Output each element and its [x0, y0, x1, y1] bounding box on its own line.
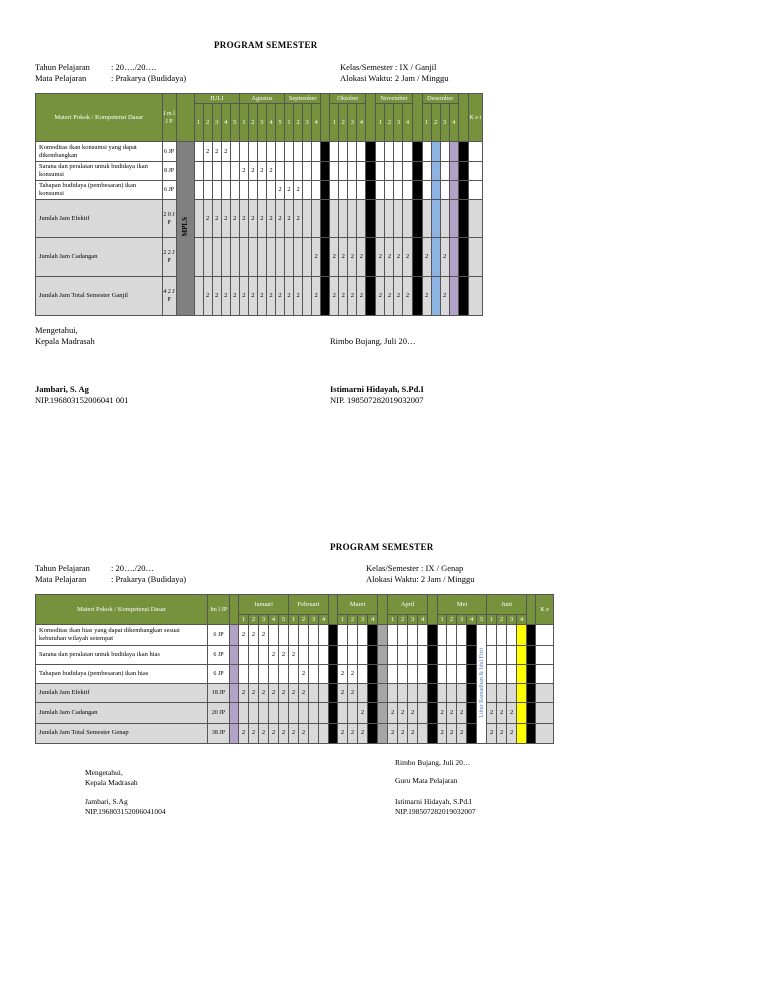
table-row: Komoditas ikan konsumsi yang dapat dikembangkan 6 JP MPLS 2 2 2	[36, 142, 483, 162]
table-row: Tahapan budidaya (pembesaran) ikan hias 6 JP 2 2 2	[36, 664, 554, 683]
tahun-value: : 20…./20….	[111, 62, 157, 72]
kepala-nip: NIP.196803152006041 001	[35, 395, 129, 405]
row-label: Sarana dan peralatan untuk budidaya ikan konsumsi	[36, 162, 163, 181]
row-jp: 6 JP	[208, 625, 230, 645]
table-row: Sarana dan peralatan untuk budidaya ikan konsumsi 8 JP 2 2 2 2	[36, 162, 483, 181]
row-label: Komoditas ikan konsumsi yang dapat dikembangkan	[36, 142, 163, 162]
month-juli: JULI	[194, 94, 239, 104]
header-ket: K e t	[468, 94, 482, 142]
row-jp: 20 JP	[208, 703, 230, 723]
mengetahui-label: Mengetahui,	[85, 768, 123, 777]
mengetahui-label: Mengetahui,	[35, 325, 78, 335]
mpls-column: MPLS	[176, 142, 194, 316]
kepala-title: Kepala Madrasah	[85, 778, 138, 787]
table-row: Jumlah Jam Efektif 18 JP 2 2 2 2 2 2 2 2 2	[36, 684, 554, 703]
row-jp: 38 JP	[208, 723, 230, 743]
alokasi-waktu: Alokasi Waktu: 2 Jam / Minggu	[366, 574, 475, 584]
table-row: Komoditas ikan hias yang dapat dikembangkan sesuai kebutuhan wilayah setempat 6 JP 2 2 2 Libur Ramadhan & Idul Fitri	[36, 625, 554, 645]
guru-name: Istimarni Hidayah, S.Pd.I	[395, 797, 472, 806]
row-jp: 6 JP	[208, 645, 230, 664]
row-label: Jumlah Jam Cadangan	[36, 703, 208, 723]
signature-kepala-genap	[85, 768, 138, 788]
month-november: November	[376, 94, 412, 104]
month-oktober: Oktober	[330, 94, 366, 104]
month-januari: Januari	[239, 595, 289, 615]
guru-identity-genap	[395, 797, 476, 817]
kelas-semester: Kelas/Semester : IX / Genap	[366, 563, 464, 573]
month-desember: Desember	[422, 94, 458, 104]
tahun-label: Tahun Pelajaran	[35, 563, 90, 573]
row-jp: 2 2 J P	[162, 238, 176, 277]
tahun-value: : 20…./20…	[111, 563, 154, 573]
mapel-value: : Prakarya (Budidaya)	[111, 73, 187, 83]
month-mei: Mei	[438, 595, 487, 615]
row-jp: 6 JP	[162, 142, 176, 162]
guru-nip: NIP.198507282019032007	[395, 807, 476, 816]
row-label: Tahapan budidaya (pembesaran) ikan hias	[36, 664, 208, 683]
signature-kepala-ganjil	[35, 325, 95, 347]
row-label: Jumlah Jam Efektif	[36, 200, 163, 238]
libur-column: Libur Ramadhan & Idul Fitri	[477, 625, 487, 744]
table-row: Jumlah Jam Efektif 2 0 J P 2 2 2 2 2 2 2 2 2 2 2	[36, 200, 483, 238]
header-info-left-ganjil	[35, 62, 186, 84]
program-semester-table-ganjil: Materi Pokok / Kompetensi Dasar J m l J P JULI Agustus September Oktober November Desember K e t 1 2 3 4 5 1 2 3 4 5 1 2 3 4 1 2 3 4 1 2 3 4 1 2 3 4 Komoditas ikan konsumsi yang dapat dikembangkan 6 JP MPLS 2 2 2 Sarana dan peralatan untuk budidaya ikan konsumsi 8 JP 2 2 2 2 Tahapan budidaya (pembesaran) ikan konsumsi 6 JP 2 2 2 Jumlah Jam Efektif 2 0 J P 2 2 2 2 2 2 2 2 2 2 2 Jumlah Jam Cadangan 2 2 J P 2 2 2 2 2 2 2 2 2 2 2 Jumlah Jam Total Semester Ganjil 4 2 J P 2 2 2 2 2 2 2 2 2 2 2 2 2 2 2 2 2 2 2 2 2 2	[35, 93, 483, 316]
row-jp: 6 JP	[208, 664, 230, 683]
kepala-identity-genap	[85, 797, 166, 817]
program-semester-table-genap: Materi Pokok / Kompetensi Dasar Jm l JP Januari Februari Maret April Mei Juni K e 1 2 3 4 5 1 2 3 4 1 2 3 4 1 2 3 4 1 2 3 4 5 1 2 3 4 Komoditas ikan hias yang dapat dikembangkan sesuai kebutuhan wilayah setempat 6 JP 2 2 2 Libur Ramadhan & Idul Fitri Sarana dan peralatan untuk budidaya ikan hias 6 JP 2 2 2 Tahapan budidaya (pembesaran) ikan hias 6 JP 2 2 2 Jumlah Jam Efektif 18 JP 2 2 2 2 2 2 2 2 2 Jumlah Jam Cadangan 20 JP 2 2 2 2 2 2 2 2 2 2 Jumlah Jam Total Semester Genap 38 JP 2 2 2 2 2 2 2 2 2 2 2 2 2 2 2 2 2 2 2	[35, 594, 554, 744]
kepala-name: Jambari, S. Ag	[35, 384, 89, 394]
signature-guru-genap	[395, 758, 470, 786]
row-label: Sarana dan peralatan untuk budidaya ikan hias	[36, 645, 208, 664]
table-row: Jumlah Jam Cadangan 2 2 J P 2 2 2 2 2 2 2 2 2 2 2	[36, 238, 483, 277]
header-jml-jp: J m l J P	[162, 94, 176, 142]
guru-identity-ganjil	[330, 384, 424, 406]
row-jp: 18 JP	[208, 684, 230, 703]
mapel-label: Mata Pelajaran	[35, 73, 87, 83]
row-jp: 8 JP	[162, 162, 176, 181]
kepala-name: Jambari, S.Ag	[85, 797, 128, 806]
row-label: Jumlah Jam Total Semester Genap	[36, 723, 208, 743]
row-label: Komoditas ikan hias yang dapat dikembangkan sesuai kebutuhan wilayah setempat	[36, 625, 208, 645]
month-juni: Juni	[487, 595, 527, 615]
row-jp: 2 0 J P	[162, 200, 176, 238]
row-label: Jumlah Jam Total Semester Ganjil	[36, 277, 163, 316]
table-row: Jumlah Jam Cadangan 20 JP 2 2 2 2 2 2 2 2 2 2	[36, 703, 554, 723]
table-row: Jumlah Jam Total Semester Genap 38 JP 2 2 2 2 2 2 2 2 2 2 2 2 2 2 2 2 2 2 2	[36, 723, 554, 743]
month-september: September	[285, 94, 321, 104]
header-materi: Materi Pokok / Kompetensi Dasar	[36, 595, 208, 625]
header-materi: Materi Pokok / Kompetensi Dasar	[36, 94, 163, 142]
page-title-genap: PROGRAM SEMESTER	[330, 542, 434, 552]
header-info-right-ganjil	[340, 62, 448, 84]
table-row: Sarana dan peralatan untuk budidaya ikan hias 6 JP 2 2 2	[36, 645, 554, 664]
row-jp: 4 2 J P	[162, 277, 176, 316]
header-info-left-genap	[35, 563, 186, 585]
place-date: Rimbo Bujang, Juli 20…	[395, 758, 471, 767]
mapel-value: : Prakarya (Budidaya)	[111, 574, 187, 584]
mapel-label: Mata Pelajaran	[35, 574, 87, 584]
tahun-label: Tahun Pelajaran	[35, 62, 90, 72]
month-februari: Februari	[289, 595, 329, 615]
month-april: April	[388, 595, 428, 615]
header-info-right-genap	[366, 563, 474, 585]
place-date-ganjil: Rimbo Bujang, Juli 20…	[330, 336, 416, 346]
page-title-ganjil: PROGRAM SEMESTER	[214, 40, 318, 50]
guru-name: Istimarni Hidayah, S.Pd.I	[330, 384, 424, 394]
alokasi-waktu: Alokasi Waktu: 2 Jam / Minggu	[340, 73, 449, 83]
month-agustus: Agustus	[239, 94, 284, 104]
kepala-identity-ganjil	[35, 384, 129, 406]
kelas-semester: Kelas/Semester : IX / Ganjil	[340, 62, 437, 72]
row-label: Tahapan budidaya (pembesaran) ikan konsumsi	[36, 181, 163, 200]
header-jml-jp: Jm l JP	[208, 595, 230, 625]
row-label: Jumlah Jam Efektif	[36, 684, 208, 703]
row-jp: 6 JP	[162, 181, 176, 200]
guru-title: Guru Mata Pelajaran	[395, 776, 458, 785]
table-row: Jumlah Jam Total Semester Ganjil 4 2 J P 2 2 2 2 2 2 2 2 2 2 2 2 2 2 2 2 2 2 2 2 2 2	[36, 277, 483, 316]
guru-nip: NIP. 198507282019032007	[330, 395, 424, 405]
kepala-nip: NIP.196803152006041004	[85, 807, 166, 816]
header-ket: K e	[536, 595, 554, 625]
row-label: Jumlah Jam Cadangan	[36, 238, 163, 277]
month-maret: Maret	[338, 595, 378, 615]
kepala-title: Kepala Madrasah	[35, 336, 95, 346]
table-row: Tahapan budidaya (pembesaran) ikan konsumsi 6 JP 2 2 2	[36, 181, 483, 200]
